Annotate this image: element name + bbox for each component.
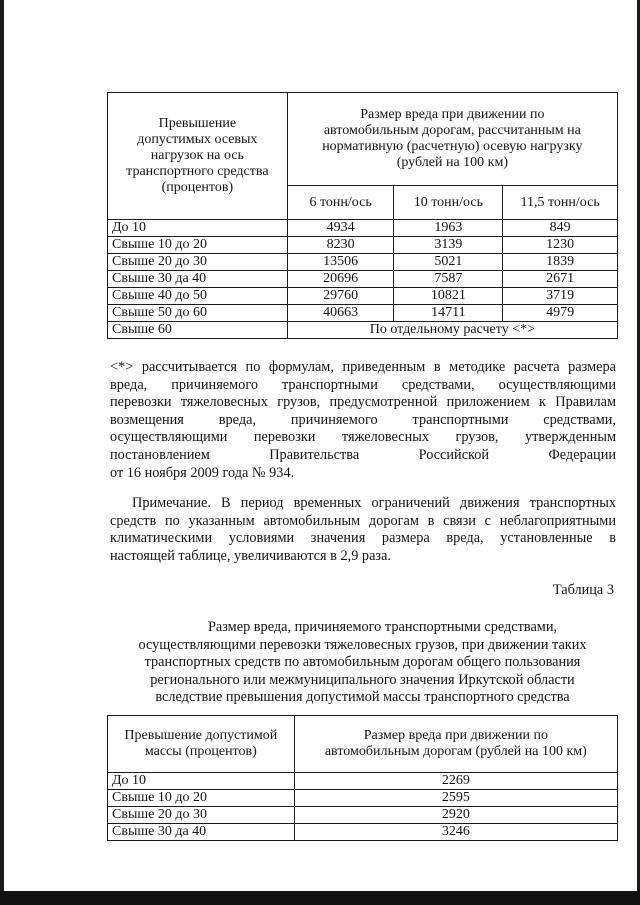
cell-value: 2595	[294, 790, 617, 807]
t3-header-damage	[294, 716, 617, 773]
table3-title-line: регионального или межмуниципального значения Иркутской области	[150, 671, 575, 688]
mass-damage-table	[107, 715, 618, 841]
table-row	[108, 322, 618, 339]
table3-title-line: транспортных средств по автомобильным дорогам общего пользования	[144, 654, 581, 671]
row-label: Свыше 40 до 50	[108, 288, 288, 305]
cell-value: 1839	[503, 254, 618, 271]
cell-value: 14711	[394, 305, 503, 322]
table-row	[108, 288, 618, 305]
cell-value: 10821	[394, 288, 503, 305]
t3-header-excess-line: Превышение допустимой	[124, 728, 278, 743]
table3-title-line: вследствие превышения допустимой массы транспортного средства	[155, 689, 570, 706]
t1-header-damage-line: Размер вреда при движении по	[360, 107, 545, 122]
footnote-paragraph	[110, 359, 616, 482]
table3-title-line: Размер вреда, причиняемого транспортными средствами,	[207, 619, 558, 635]
cell-value: 2269	[294, 773, 617, 790]
table-row	[108, 220, 618, 237]
note-line: настоящей таблице, увеличиваются в 2,9 раза.	[110, 547, 391, 564]
scan-bottom-edge	[0, 891, 640, 905]
cell-value: 849	[503, 220, 618, 237]
cell-value: 2920	[294, 807, 617, 824]
row-label: Свыше 30 да 40	[108, 271, 288, 288]
table3-title-line: осуществляющими перевозки тяжеловесных грузов, при движении таких	[138, 636, 587, 653]
footnote-line: вреда, причиняемого транспортными средствами, осуществляющими	[110, 376, 616, 393]
t1-header-excess-line: Превышение	[158, 116, 237, 131]
row-label: До 10	[108, 773, 295, 790]
cell-value: 3139	[394, 237, 503, 254]
cell-value: 1230	[503, 237, 618, 254]
table-row	[108, 237, 618, 254]
cell-value: 1963	[394, 220, 503, 237]
t1-header-excess-line: допустимых осевых	[137, 132, 258, 147]
merged-cell-individual-calc: По отдельному расчету <*>	[287, 322, 617, 339]
t1-header-damage-line: автомобильным дорогам, рассчитанным на	[323, 123, 581, 138]
table-row	[108, 807, 618, 824]
t3-header-excess	[108, 716, 295, 773]
cell-value: 13506	[287, 254, 394, 271]
row-label: Свыше 20 до 30	[108, 807, 295, 824]
table-row	[108, 824, 618, 841]
cell-value: 5021	[394, 254, 503, 271]
table-row	[108, 773, 618, 790]
cell-value: 8230	[287, 237, 394, 254]
cell-value: 2671	[503, 271, 618, 288]
row-label: Свыше 50 до 60	[108, 305, 288, 322]
t1-header-damage	[287, 93, 617, 186]
cell-value: 3719	[503, 288, 618, 305]
note-line: Примечание. В период временных ограничений движения транспортных	[132, 495, 616, 511]
table-row	[108, 305, 618, 322]
t1-header-damage-line: (рублей на 100 км)	[396, 155, 508, 170]
table3-label: Таблица 3	[552, 582, 614, 598]
axle-load-damage-table	[107, 92, 618, 339]
footnote-line: <*> рассчитывается по формулам, приведенным в методике расчета размера	[110, 359, 616, 375]
table-row	[108, 790, 618, 807]
cell-value: 20696	[287, 271, 394, 288]
row-label: Свыше 10 до 20	[108, 237, 288, 254]
t3-header-damage-line: автомобильным дорогам (рублей на 100 км)	[324, 744, 587, 759]
t1-subheader-10t: 10 тонн/ось	[394, 186, 503, 220]
t3-header-damage-line: Размер вреда при движении по	[363, 728, 548, 743]
footnote-line: возмещения вреда, причиняемого транспортными средствами,	[110, 411, 616, 428]
cell-value: 4934	[287, 220, 394, 237]
footnote-line: постановлением Правительства Российской Федерации	[110, 446, 616, 463]
footnote-line: перевозки тяжеловесных грузов, предусмотренной приложением к Правилам	[110, 394, 616, 411]
t1-subheader-11-5t: 11,5 тонн/ось	[503, 186, 618, 220]
cell-value: 4979	[503, 305, 618, 322]
scan-left-edge	[0, 0, 4, 905]
cell-value: 40663	[287, 305, 394, 322]
row-label: Свыше 20 до 30	[108, 254, 288, 271]
t1-subheader-6t: 6 тонн/ось	[287, 186, 394, 220]
t1-header-excess-line: транспортного средства	[126, 164, 269, 179]
cell-value: 7587	[394, 271, 503, 288]
t1-header-excess	[108, 93, 288, 220]
cell-value: 29760	[287, 288, 394, 305]
table-row	[108, 254, 618, 271]
t1-header-excess-line: нагрузок на ось	[150, 148, 244, 163]
row-label: Свыше 30 да 40	[108, 824, 295, 841]
table-row	[108, 271, 618, 288]
t1-header-damage-line: нормативную (расчетную) осевую нагрузку	[322, 139, 583, 154]
footnote-line: от 16 ноября 2009 года № 934.	[110, 464, 295, 481]
cell-value: 3246	[294, 824, 617, 841]
footnote-line: осуществляющими перевозки тяжеловесных грузов, утвержденным	[110, 429, 616, 446]
note-line: климатическими условиями значения размера вреда, установленные в	[110, 530, 616, 547]
row-label: Свыше 60	[108, 322, 288, 339]
row-label: Свыше 10 до 20	[108, 790, 295, 807]
t1-header-excess-line: (процентов)	[161, 180, 234, 195]
table3-title	[107, 619, 618, 707]
t3-header-excess-line: массы (процентов)	[144, 744, 257, 759]
note-paragraph	[110, 495, 616, 565]
row-label: До 10	[108, 220, 288, 237]
note-line: средств по указанным автомобильным дорогам в связи с неблагоприятными	[110, 512, 616, 529]
